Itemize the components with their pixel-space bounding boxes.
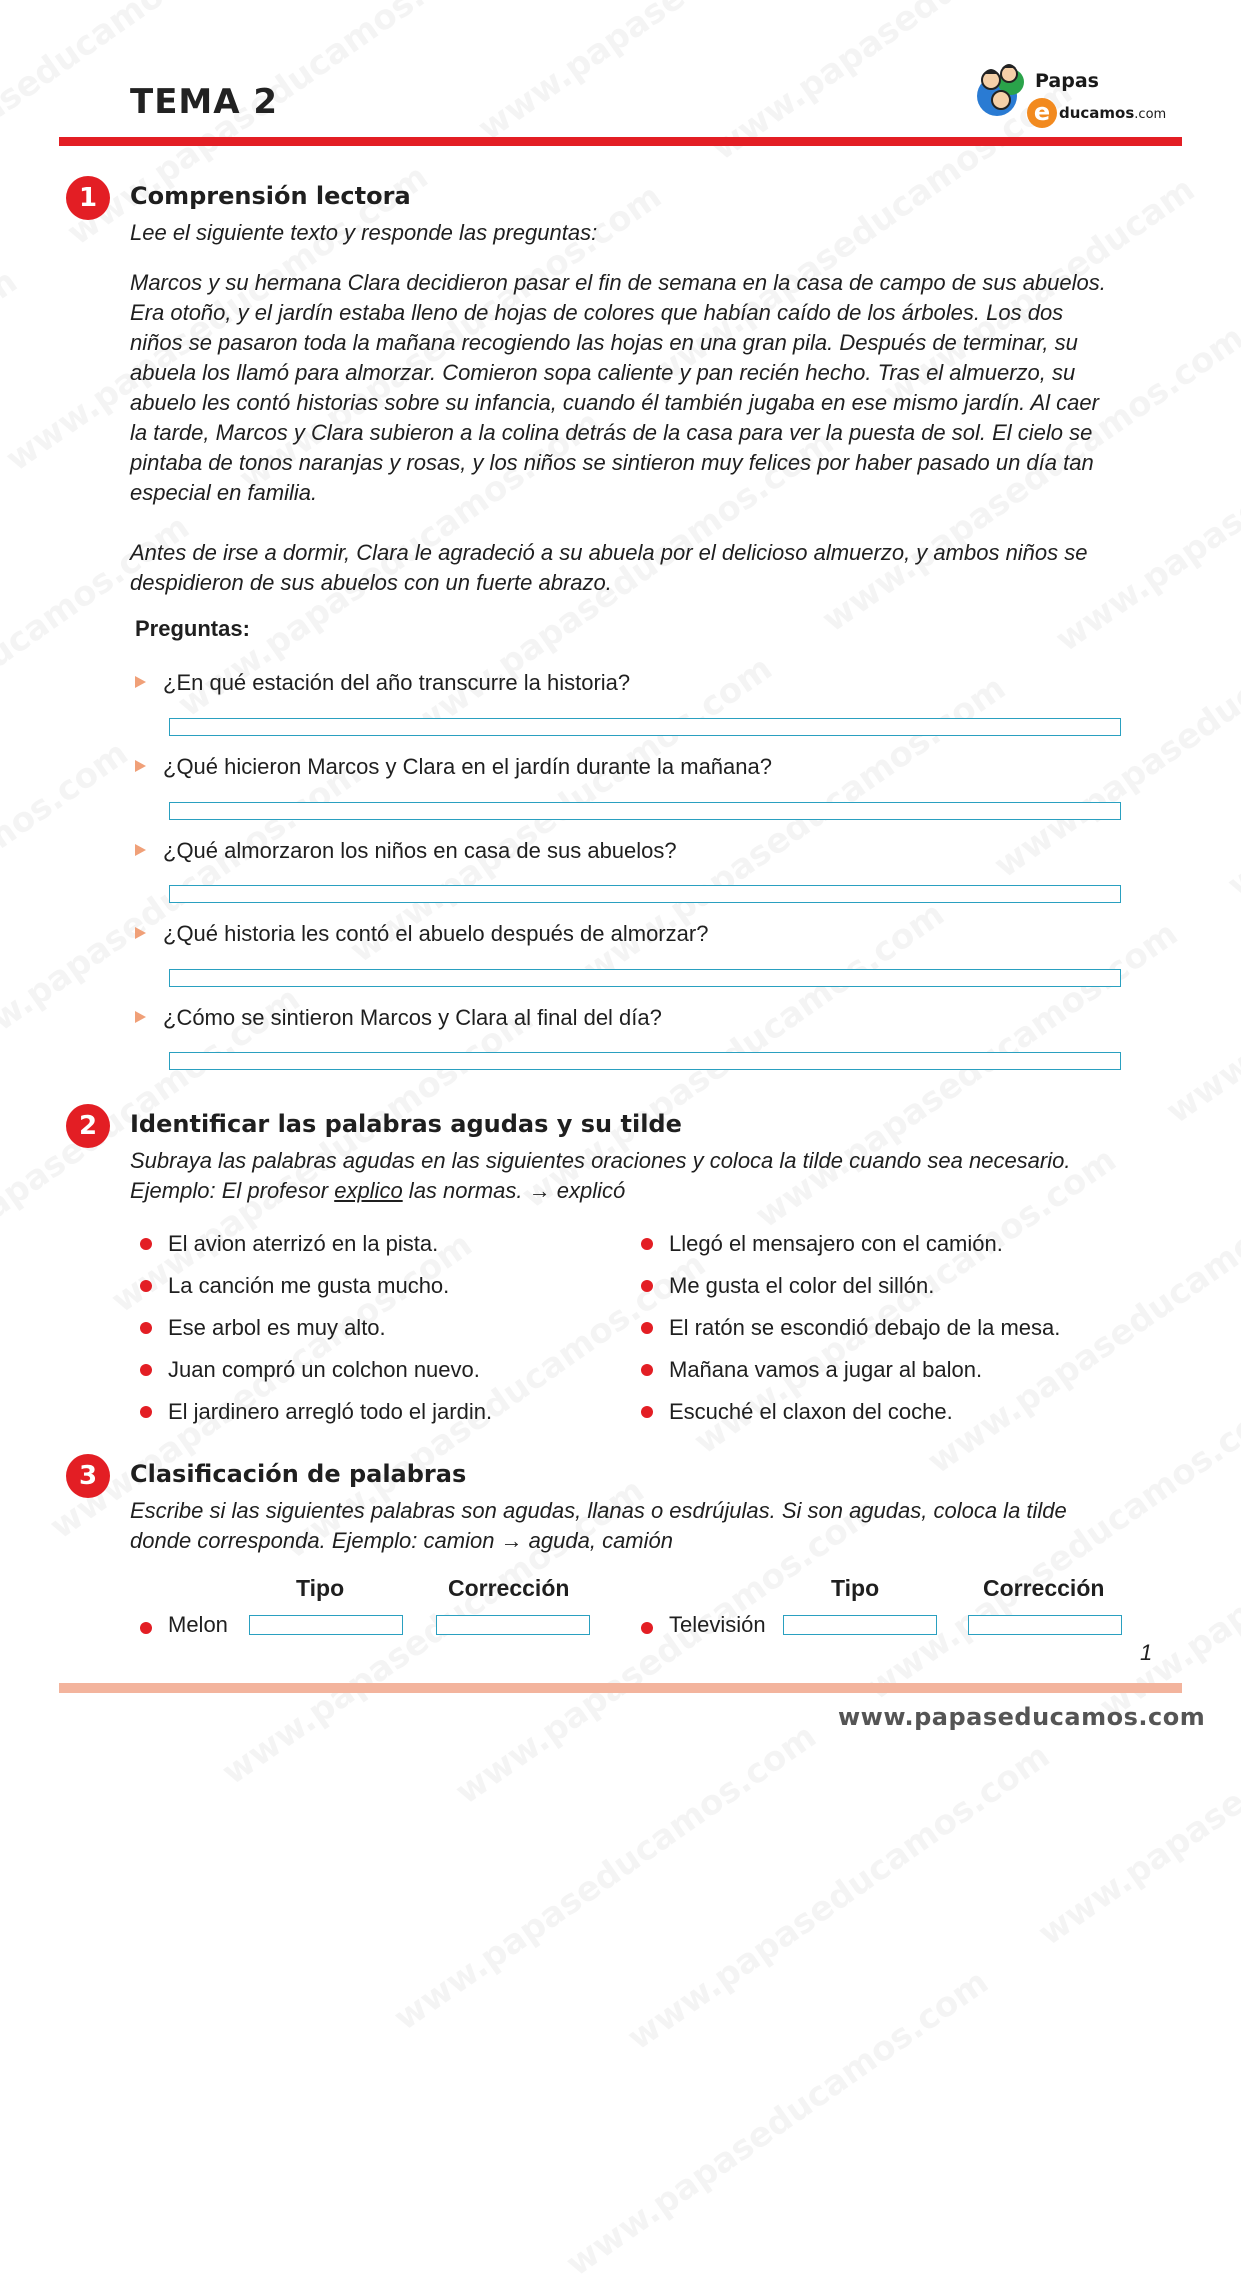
logo-text-educamos bbox=[1059, 104, 1166, 122]
header-divider bbox=[59, 137, 1182, 146]
sentence-text: El avion aterrizó en la pista. bbox=[168, 1231, 439, 1256]
section-3-instruction-line-1: Escribe si las siguientes palabras son agudas, llanas o esdrújulas. Si son agudas, coloca la tilde bbox=[130, 1498, 1067, 1523]
section-3-instruction-line-2: donde corresponda. Ejemplo: camion → aguda, camión bbox=[130, 1528, 673, 1553]
list-item bbox=[136, 1307, 492, 1349]
bullet-icon bbox=[140, 1406, 152, 1418]
triangle-bullet-icon bbox=[135, 760, 146, 772]
questions-label: Preguntas: bbox=[135, 616, 250, 641]
brand-logo bbox=[975, 60, 1175, 134]
logo-text-ducamos: ducamos bbox=[1059, 104, 1135, 122]
list-item bbox=[136, 1223, 492, 1265]
bullet-icon bbox=[140, 1238, 152, 1250]
sentence-text: Mañana vamos a jugar al balon. bbox=[669, 1357, 983, 1382]
list-item bbox=[637, 1307, 1060, 1349]
list-item bbox=[637, 1223, 1060, 1265]
word-row-2 bbox=[637, 1612, 766, 1638]
triangle-bullet-icon bbox=[135, 1011, 146, 1023]
question-text: ¿Qué historia les contó el abuelo después de almorzar? bbox=[163, 921, 709, 946]
list-item bbox=[136, 1265, 492, 1307]
page-title: TEMA 2 bbox=[130, 82, 279, 122]
question-text: ¿Qué almorzaron los niños en casa de sus abuelos? bbox=[163, 838, 677, 863]
answer-field-2[interactable] bbox=[169, 802, 1121, 820]
bullet-icon bbox=[140, 1322, 152, 1334]
tipo-field-1[interactable] bbox=[249, 1615, 403, 1635]
sentence-text: El jardinero arregló todo el jardin. bbox=[168, 1399, 493, 1424]
column-header-correccion: Corrección bbox=[448, 1575, 570, 1601]
sentence-text: Juan compró un colchon nuevo. bbox=[168, 1357, 480, 1382]
question-text: ¿Cómo se sintieron Marcos y Clara al final del día? bbox=[163, 1005, 662, 1030]
question-text: ¿En qué estación del año transcurre la historia? bbox=[163, 670, 631, 695]
list-item bbox=[136, 1349, 492, 1391]
section-3-title: Clasificación de palabras bbox=[130, 1460, 467, 1488]
section-2-example bbox=[130, 1176, 625, 1206]
logo-text-dotcom: .com bbox=[1134, 107, 1167, 122]
example-suffix: las normas. → explicó bbox=[402, 1178, 626, 1203]
bullet-icon bbox=[140, 1364, 152, 1376]
column-header-tipo: Tipo bbox=[831, 1575, 880, 1601]
triangle-bullet-icon bbox=[135, 844, 146, 856]
list-item bbox=[637, 1349, 1060, 1391]
answer-field-1[interactable] bbox=[169, 718, 1121, 736]
question-1 bbox=[135, 670, 630, 696]
tipo-field-2[interactable] bbox=[783, 1615, 937, 1635]
answer-field-5[interactable] bbox=[169, 1052, 1121, 1070]
section-1-title: Comprensión lectora bbox=[130, 182, 411, 210]
bullet-icon bbox=[641, 1364, 653, 1376]
sentence-list-left bbox=[136, 1223, 492, 1433]
question-4 bbox=[135, 921, 708, 947]
question-2 bbox=[135, 754, 772, 780]
logo-text-papas: Papas bbox=[1035, 70, 1099, 92]
word-row-1 bbox=[136, 1612, 228, 1638]
section-2-title: Identificar las palabras agudas y su tilde bbox=[130, 1110, 682, 1138]
sentence-text: La canción me gusta mucho. bbox=[168, 1273, 450, 1298]
answer-field-4[interactable] bbox=[169, 969, 1121, 987]
reading-paragraph-1: Marcos y su hermana Clara decidieron pasar el fin de semana en la casa de campo de sus abuelos. Era otoño, y el jardín estaba lleno de hojas de colores que habían caído de los árboles. Los dos niños se pasaron toda la mañana recogiendo las hojas en una gran pila. Después de terminar, su abuela los llamó para almorzar. Comieron sopa caliente y pan recién hecho. Tras el almuerzo, su abuelo les contó historias sobre su infancia, cuando él también jugaba en ese mismo jardín. Al caer la tarde, Marcos y Clara subieron a la colina detrás de la casa para ver la puesta de sol. El cielo se pintaba de tonos naranjas y rosas, y los niños se sintieron muy felices por haber pasado un día tan especial en familia. bbox=[130, 270, 1106, 505]
section-1-number: 1 bbox=[66, 176, 110, 220]
bullet-icon bbox=[641, 1322, 653, 1334]
section-3-number: 3 bbox=[66, 1454, 110, 1498]
column-header-correccion: Corrección bbox=[983, 1575, 1105, 1601]
section-1-instruction: Lee el siguiente texto y responde las preguntas: bbox=[130, 220, 598, 245]
footer-divider bbox=[59, 1683, 1182, 1693]
list-item bbox=[136, 1391, 492, 1433]
bullet-icon bbox=[140, 1622, 152, 1634]
bullet-icon bbox=[641, 1238, 653, 1250]
bullet-icon bbox=[641, 1280, 653, 1292]
question-text: ¿Qué hicieron Marcos y Clara en el jardín durante la mañana? bbox=[163, 754, 772, 779]
reading-paragraph-2: Antes de irse a dormir, Clara le agradeció a su abuela por el delicioso almuerzo, y ambos niños se despidieron de sus abuelos con un fuerte abrazo. bbox=[130, 540, 1088, 595]
column-header-tipo: Tipo bbox=[296, 1575, 345, 1601]
sentence-list-right bbox=[637, 1223, 1060, 1433]
question-3 bbox=[135, 838, 677, 864]
triangle-bullet-icon bbox=[135, 676, 146, 688]
list-item bbox=[637, 1391, 1060, 1433]
page-number: 1 bbox=[1140, 1640, 1153, 1665]
section-2-instruction: Subraya las palabras agudas en las siguientes oraciones y coloca la tilde cuando sea necesario. bbox=[130, 1148, 1071, 1173]
answer-field-3[interactable] bbox=[169, 885, 1121, 903]
example-word: explico bbox=[334, 1178, 403, 1203]
example-prefix: Ejemplo: El profesor bbox=[130, 1178, 335, 1203]
correccion-field-1[interactable] bbox=[436, 1615, 590, 1635]
sentence-text: El ratón se escondió debajo de la mesa. bbox=[669, 1315, 1061, 1340]
word-text: Televisión bbox=[669, 1612, 766, 1637]
bullet-icon bbox=[140, 1280, 152, 1292]
sentence-text: Me gusta el color del sillón. bbox=[669, 1273, 935, 1298]
word-text: Melon bbox=[168, 1612, 228, 1637]
bullet-icon bbox=[641, 1622, 653, 1634]
section-2-number: 2 bbox=[66, 1104, 110, 1148]
footer-url: www.papaseducamos.com bbox=[838, 1703, 1206, 1731]
question-5 bbox=[135, 1005, 662, 1031]
triangle-bullet-icon bbox=[135, 927, 146, 939]
correccion-field-2[interactable] bbox=[968, 1615, 1122, 1635]
logo-e-icon: e bbox=[1027, 98, 1057, 128]
bullet-icon bbox=[641, 1406, 653, 1418]
sentence-text: Escuché el claxon del coche. bbox=[669, 1399, 953, 1424]
sentence-text: Llegó el mensajero con el camión. bbox=[669, 1231, 1003, 1256]
list-item bbox=[637, 1265, 1060, 1307]
family-logo-icon bbox=[975, 60, 1035, 130]
sentence-text: Ese arbol es muy alto. bbox=[168, 1315, 386, 1340]
